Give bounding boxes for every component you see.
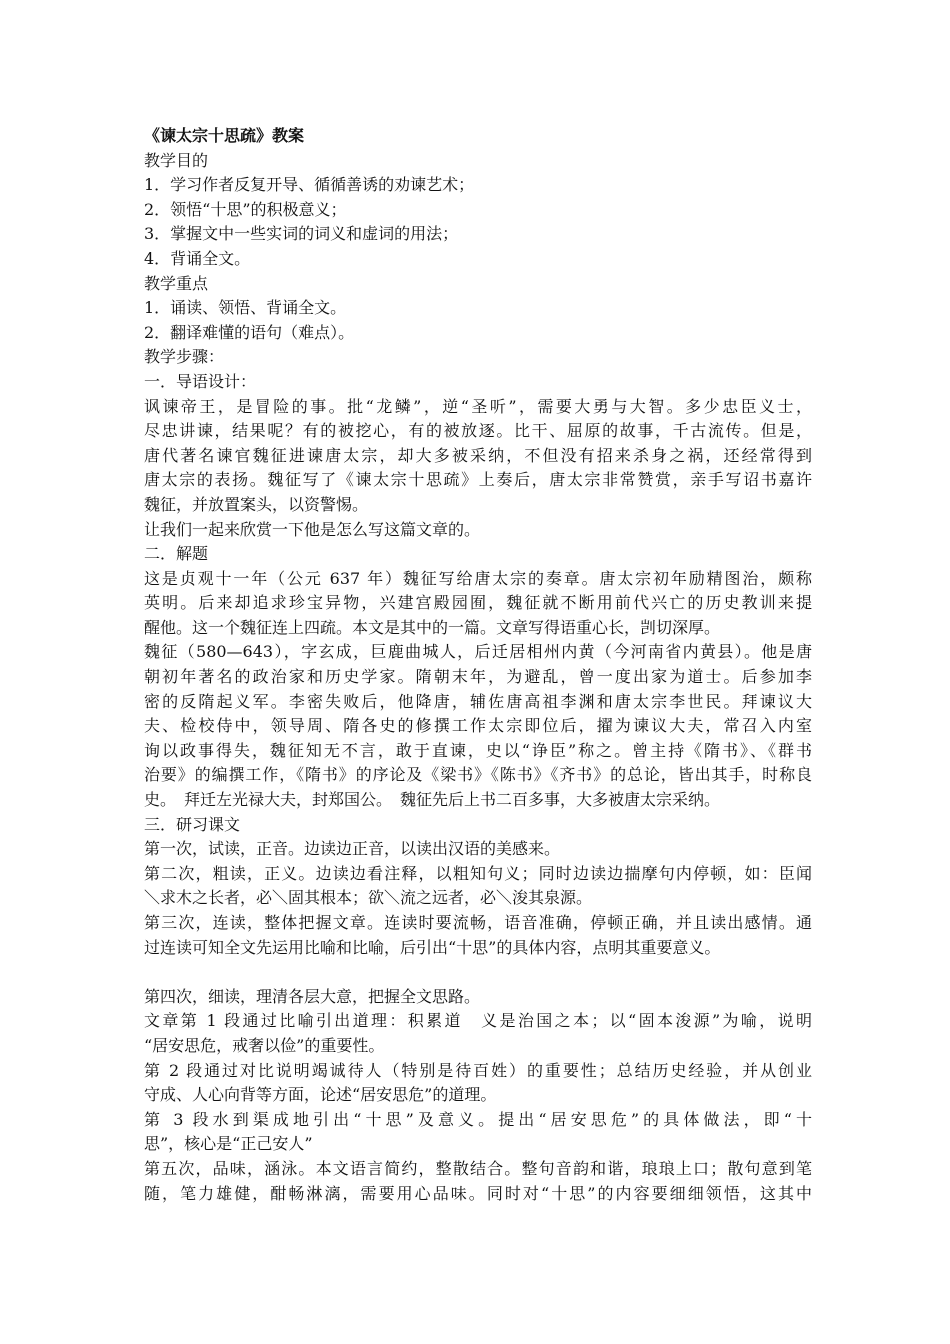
text-line: 魏征，并放置案头，以资警惕。 (144, 494, 369, 514)
text-line: 思”，核心是“正己安人” (144, 1134, 313, 1154)
text-line: 教学重点 (144, 273, 209, 293)
text-line: 2．翻译难懂的语句（难点）。 (144, 322, 355, 342)
text-line: 朝初年著名的政治家和历史学家。隋朝末年，为避乱，曾一度出家为道士。后参加李 (144, 667, 812, 687)
text-line: 守成、人心向背等方面，论述“居安思危”的道理。 (144, 1085, 497, 1105)
text-line: 一．导语设计： (144, 371, 257, 391)
text-line: 尽忠讲谏，结果呢？有的被挖心，有的被放逐。比干、屈原的故事，千古流传。但是， (144, 421, 812, 441)
text-line: 唐太宗的表扬。魏征写了《谏太宗十思疏》上奏后，唐太宗非常赞赏，亲手写诏书嘉许 (144, 470, 812, 490)
text-line: 魏征（580—643），字玄成，巨鹿曲城人，后迁居相州内黄（今河南省内黄县）。他是唐 (144, 642, 812, 662)
text-line: 让我们一起来欣赏一下他是怎么写这篇文章的。 (144, 519, 481, 539)
text-line: 醒他。这一个魏征连上四疏。本文是其中的一篇。文章写得语重心长，剀切深厚。 (144, 617, 721, 637)
text-line: 英明。后来却追求珍宝异物，兴建宫殿园囿，魏征就不断用前代兴亡的历史教训来提 (144, 593, 812, 613)
text-line: 2．领悟“十思”的积极意义； (144, 199, 347, 219)
text-line: “居安思危，戒奢以俭”的重要性。 (144, 1035, 385, 1055)
text-line: 第一次，试读，正音。边读边正音，以读出汉语的美感来。 (144, 839, 561, 859)
document-page (144, 124, 812, 1206)
text-line: 3．掌握文中一些实词的词义和虚词的用法； (144, 224, 459, 244)
text-line: 1．学习作者反复开导、循循善诱的劝谏艺术； (144, 175, 475, 195)
text-line: 随，笔力雄健，酣畅淋漓，需要用心品味。同时对“十思”的内容要细细领悟，这其中 (144, 1183, 812, 1203)
text-line: 史。 拜迁左光禄大夫，封郑国公。 魏征先后上书二百多事，大多被唐太宗采纳。 (144, 790, 721, 810)
text-line: 教学目的 (144, 150, 209, 170)
text-line: 唐代著名谏官魏征进谏唐太宗，却大多被采纳，不但没有招来杀身之祸，还经常得到 (144, 445, 812, 465)
text-line: 文章第 1 段通过比喻引出道理：积累道 义是治国之本；以“固本浚源”为喻，说明 (144, 1011, 812, 1031)
text-line: 询以政事得失，魏征知无不言，敢于直谏，史以“诤臣”称之。曾主持《隋书》、《群书 (144, 740, 812, 760)
text-line: 第二次，粗读，正义。边读边看注释，以粗知句义；同时边读边揣摩句内停顿，如：臣闻 (144, 863, 812, 883)
text-line: 4．背诵全文。 (144, 248, 251, 268)
text-line: ＼求木之长者，必＼固其根本；欲＼流之远者，必＼浚其泉源。 (144, 888, 593, 908)
document-body (144, 149, 812, 1207)
text-line: 讽谏帝王，是冒险的事。批“龙鳞”，逆“圣听”，需要大勇与大智。多少忠臣义士， (144, 396, 812, 416)
text-line: 第 2 段通过对比说明竭诚待人（特别是待百姓）的重要性；总结历史经验，并从创业 (144, 1060, 812, 1080)
text-line: 第四次，细读，理清各层大意，把握全文思路。 (144, 986, 481, 1006)
text-line: 这是贞观十一年（公元 637 年）魏征写给唐太宗的奏章。唐太宗初年励精图治，颇称 (144, 568, 812, 588)
document-title: 《谏太宗十思疏》教案 (144, 126, 305, 145)
text-line: 二．解题 (144, 544, 209, 564)
text-line: 第 3 段水到渠成地引出“十思”及意义。提出“居安思危”的具体做法，即“十 (144, 1109, 812, 1129)
text-line: 第三次，连读，整体把握文章。连读时要流畅，语音准确，停顿正确，并且读出感情。通 (144, 913, 812, 932)
text-line: 1．诵读、领悟、背诵全文。 (144, 298, 347, 318)
text-line: 教学步骤： (144, 347, 225, 367)
text-line: 过连读可知全文先运用比喻和比喻，后引出“十思”的具体内容，点明其重要意义。 (144, 937, 721, 957)
text-line: 夫、检校侍中，领导周、隋各史的修撰工作太宗即位后，擢为谏议大夫，常召入内室 (144, 716, 812, 736)
text-line: 密的反隋起义军。李密失败后，他降唐，辅佐唐高祖李渊和唐太宗李世民。拜谏议大 (144, 691, 812, 711)
text-line: 三．研习课文 (144, 814, 241, 834)
blank-line (144, 960, 812, 985)
text-line: 治要》的编撰工作，《隋书》的序论及《梁书》《陈书》《齐书》的总论，皆出其手，时称良 (144, 765, 812, 785)
text-line: 第五次，品味，涵泳。本文语言简约，整散结合。整句音韵和谐，琅琅上口；散句意到笔 (144, 1158, 812, 1178)
